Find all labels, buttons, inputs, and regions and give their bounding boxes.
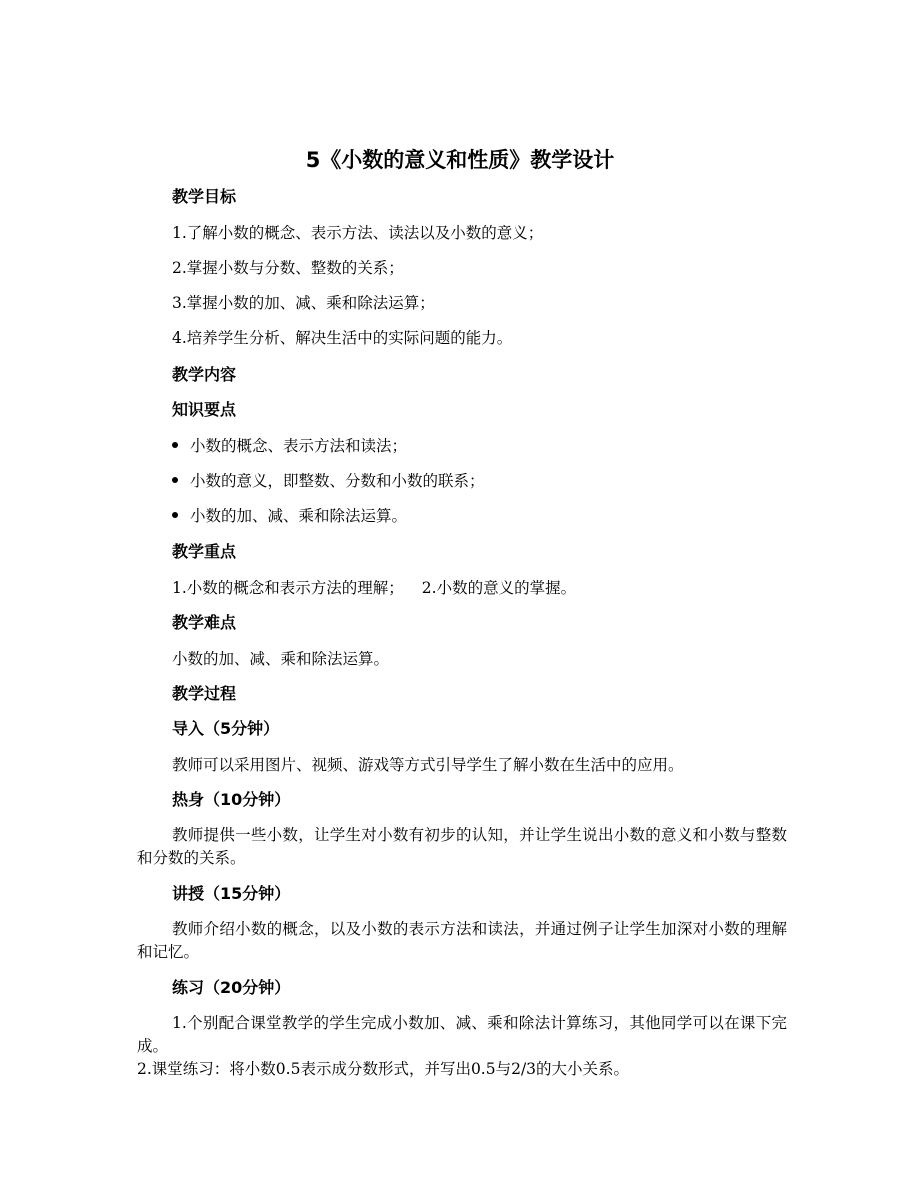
practice-text-1: 1.个别配合课堂教学的学生完成小数加、减、乘和除法计算练习，其他同学可以在课下完成。 bbox=[137, 1014, 787, 1055]
intro-text: 教师可以采用图片、视频、游戏等方式引导学生了解小数在生活中的应用。 bbox=[172, 756, 684, 774]
warmup-text: 教师提供一些小数，让学生对小数有初步的认知，并让学生说出小数的意义和小数与整数和分数的关系。 bbox=[137, 826, 787, 867]
bullet-item-3 bbox=[172, 505, 407, 527]
bullet-text: 小数的加、减、乘和除法运算。 bbox=[190, 507, 408, 525]
heading-lecture: 讲授（15分钟） bbox=[172, 884, 291, 903]
heading-difficulties: 教学难点 bbox=[172, 613, 237, 632]
heading-warmup: 热身（10分钟） bbox=[172, 790, 291, 809]
objective-item-4: 4.培养学生分析、解决生活中的实际问题的能力。 bbox=[172, 329, 513, 347]
lecture-text: 教师介绍小数的概念，以及小数的表示方法和读法，并通过例子让学生加深对小数的理解和记忆。 bbox=[137, 920, 787, 961]
bullet-item-1 bbox=[172, 435, 407, 457]
document-title: 5《小数的意义和性质》教学设计 bbox=[305, 148, 615, 172]
heading-intro: 导入（5分钟） bbox=[172, 719, 280, 738]
key-point-2: 2.小数的意义的掌握。 bbox=[421, 579, 577, 597]
difficulties-text: 小数的加、减、乘和除法运算。 bbox=[172, 650, 390, 668]
bullet-dot-icon bbox=[172, 442, 178, 448]
objective-item-3: 3.掌握小数的加、减、乘和除法运算； bbox=[172, 294, 435, 312]
bullet-text: 小数的概念、表示方法和读法； bbox=[190, 437, 408, 455]
practice-text-2: 2.课堂练习：将小数0.5表示成分数形式，并写出0.5与2/3的大小关系。 bbox=[137, 1060, 630, 1078]
heading-key-points: 教学重点 bbox=[172, 542, 237, 561]
heading-content: 教学内容 bbox=[172, 365, 237, 384]
key-point-1: 1.小数的概念和表示方法的理解； bbox=[172, 579, 404, 597]
bullet-dot-icon bbox=[172, 512, 178, 518]
key-points-line bbox=[172, 577, 576, 599]
objective-item-2: 2.掌握小数与分数、整数的关系； bbox=[172, 259, 404, 277]
bullet-dot-icon bbox=[172, 477, 178, 483]
bullet-item-2 bbox=[172, 470, 485, 492]
objective-item-1: 1.了解小数的概念、表示方法、读法以及小数的意义； bbox=[172, 224, 544, 242]
heading-practice: 练习（20分钟） bbox=[172, 978, 291, 997]
subheading-knowledge-points: 知识要点 bbox=[172, 400, 237, 419]
heading-objectives: 教学目标 bbox=[172, 187, 237, 206]
bullet-text: 小数的意义，即整数、分数和小数的联系； bbox=[190, 472, 485, 490]
heading-process: 教学过程 bbox=[172, 684, 237, 703]
